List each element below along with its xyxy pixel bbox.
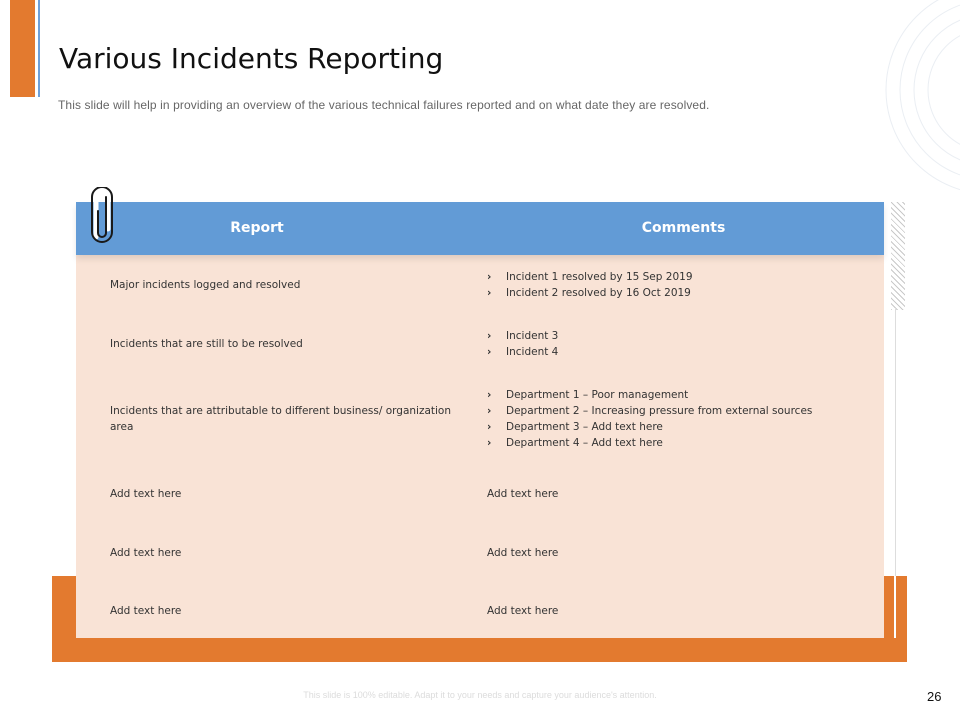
- report-cell: Incidents that are attributable to different business/ organization area: [110, 405, 452, 433]
- header-report: Report: [230, 220, 284, 236]
- comment-item: › Incident 1 resolved by 15 Sep 2019: [487, 269, 867, 285]
- comments-list: [487, 269, 867, 301]
- comment-item: Add text here: [487, 605, 559, 617]
- table-header: [76, 202, 884, 255]
- paper-clip-icon: [87, 187, 117, 247]
- slide-subtitle: This slide will help in providing an overview of the various technical failures reported and on what date they are resolved.: [58, 98, 710, 112]
- report-cell: Incidents that are still to be resolved: [110, 338, 303, 350]
- comments-list: [487, 545, 867, 561]
- report-cell: Add text here: [110, 547, 182, 559]
- slide-title: Various Incidents Reporting: [59, 42, 444, 75]
- comment-item: › Incident 2 resolved by 16 Oct 2019: [487, 285, 867, 301]
- report-cell: Add text here: [110, 488, 182, 500]
- comment-item: Add text here: [487, 547, 559, 559]
- comment-item: › Department 1 – Poor management: [487, 387, 867, 403]
- side-divider-line: [895, 308, 896, 578]
- comments-list: [487, 328, 867, 360]
- comments-list: [487, 387, 867, 451]
- comment-item: › Incident 3: [487, 328, 867, 344]
- accent-line: [38, 0, 40, 97]
- comments-list: [487, 486, 867, 502]
- comment-item: › Department 3 – Add text here: [487, 419, 867, 435]
- incidents-table: [76, 202, 884, 638]
- comment-item: › Department 2 – Increasing pressure from external sources: [487, 403, 867, 419]
- comment-item: › Department 4 – Add text here: [487, 435, 867, 451]
- comment-item: Add text here: [487, 488, 559, 500]
- comments-list: [487, 603, 867, 619]
- concentric-circles-decoration: [880, 0, 960, 200]
- hatch-decoration: [891, 202, 905, 310]
- page-number: 26: [927, 689, 942, 704]
- comment-item: › Incident 4: [487, 344, 867, 360]
- report-cell: Major incidents logged and resolved: [110, 279, 301, 291]
- orange-base-divider: [894, 576, 896, 638]
- footer-note: This slide is 100% editable. Adapt it to your needs and capture your audience's attention.: [303, 690, 657, 700]
- accent-bar: [10, 0, 35, 97]
- report-cell: Add text here: [110, 605, 182, 617]
- header-comments: Comments: [641, 220, 726, 236]
